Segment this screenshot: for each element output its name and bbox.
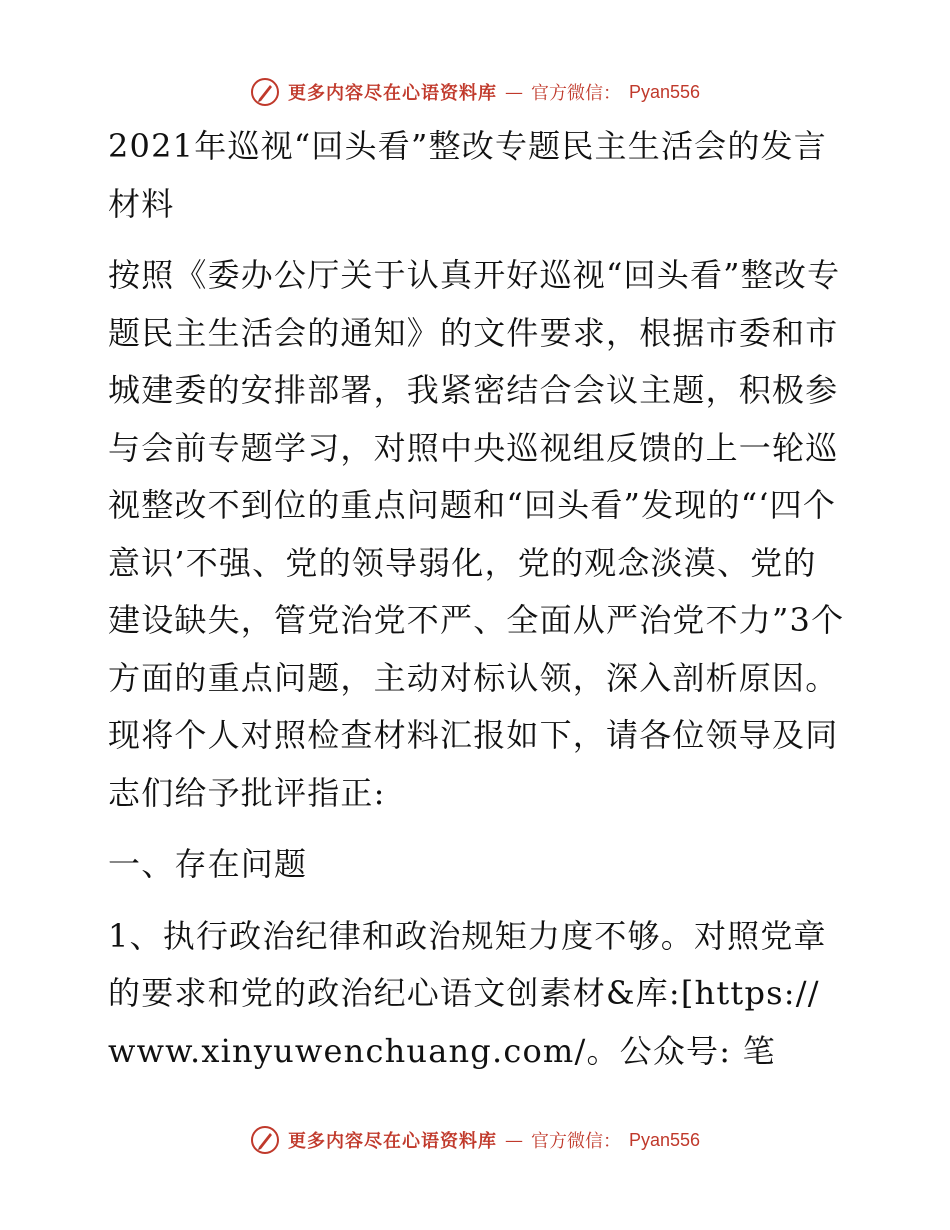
item-paragraph: 1、执行政治纪律和政治规矩力度不够。对照党章的要求和党的政治纪心语文创素材&库:[https://www.xinyuwenchuang.com/。公众号: 笔 [108,916,827,1070]
document-title: 2021年巡视“回头看”整改专题民主生活会的发言材料 [108,127,827,223]
wechat-id: Pyan556 [628,1129,701,1150]
page-header-watermark [0,72,950,112]
document-body [98,118,848,1080]
page-footer-watermark [0,1120,950,1160]
wechat-label: 官方微信： [530,1131,621,1152]
brand-separator: — [504,81,523,103]
section-heading: 一、存在问题 [108,845,308,883]
brand-name: 更多内容尽在心语资料库 [287,83,497,104]
quill-pen-icon [250,1125,280,1155]
wechat-id: Pyan556 [628,81,701,102]
intro-paragraph: 按照《委办公厅关于认真开好巡视“回头看”整改专题民主生活会的通知》的文件要求，根据市委和市城建委的安排部署，我紧密结合会议主题，积极参与会前专题学习，对照中央巡视组反馈的上一轮巡视整改不到位的重点问题和“回头看”发现的“‘四个意识’不强、党的领导弱化，党的观念淡漠、党的建设缺失，管党治党不严、全面从严治党不力”3个方面的重点问题，主动对标认领，深入剖析原因。现将个人对照检查材料汇报如下，请各位领导及同志们给予批评指正: [108,256,845,812]
brand-name: 更多内容尽在心语资料库 [287,1131,497,1152]
quill-pen-icon [250,77,280,107]
wechat-label: 官方微信： [530,83,621,104]
brand-separator: — [504,1129,523,1151]
